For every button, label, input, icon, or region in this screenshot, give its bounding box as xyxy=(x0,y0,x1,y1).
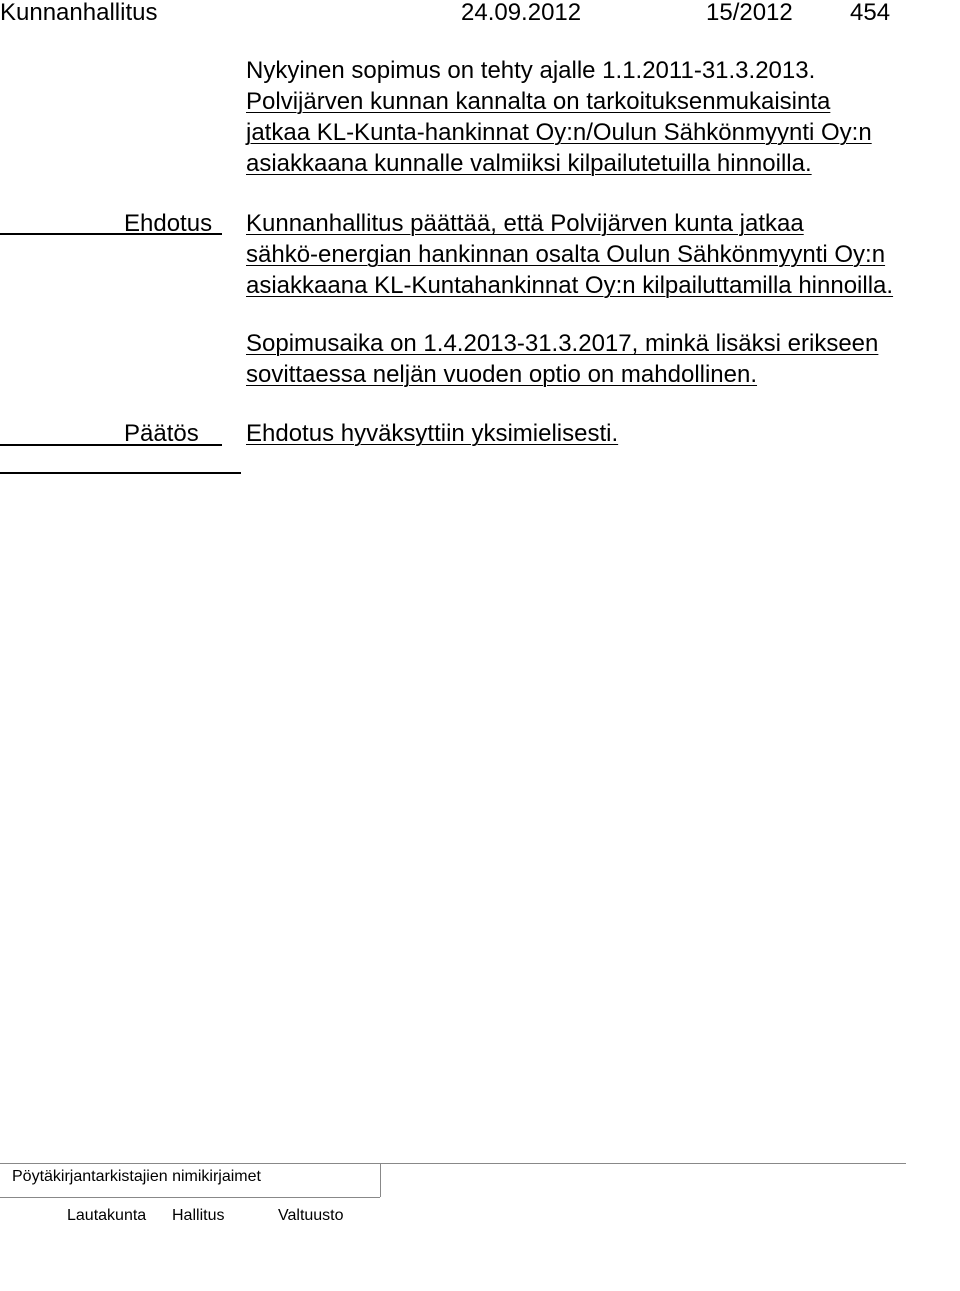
background-line: Polvijärven kunnan kannalta on tarkoituksenmukaisinta xyxy=(246,88,831,115)
background-line: asiakkaana kunnalle valmiiksi kilpailutetuilla hinnoilla. xyxy=(246,150,812,177)
footer-column-council: Valtuusto xyxy=(278,1207,344,1224)
footer-title: Pöytäkirjantarkistajien nimikirjaimet xyxy=(12,1168,261,1185)
background-line: jatkaa KL-Kunta-hankinnat Oy:n/Oulun Sähkönmyynti Oy:n xyxy=(246,119,872,146)
footer-middle-rule xyxy=(0,1197,380,1198)
header-date: 24.09.2012 xyxy=(461,0,582,26)
signature-footer xyxy=(0,1163,960,1291)
proposal-line: Kunnanhallitus päättää, että Polvijärven kunta jatkaa xyxy=(246,210,804,237)
proposal-line: sovittaessa neljän vuoden optio on mahdollinen. xyxy=(246,361,758,388)
decision-text: Ehdotus hyväksyttiin yksimielisesti. xyxy=(246,420,619,447)
header-section: 15/2012 xyxy=(706,0,793,26)
footer-top-rule xyxy=(0,1163,906,1164)
proposal-line: Sopimusaika on 1.4.2013-31.3.2017, minkä lisäksi erikseen xyxy=(246,330,879,357)
proposal-line: sähkö-energian hankinnan osalta Oulun Sähkönmyynti Oy:n xyxy=(246,241,886,268)
footer-column-executive: Hallitus xyxy=(172,1207,225,1224)
footer-column-board: Lautakunta xyxy=(67,1207,147,1224)
decision-label: Päätös xyxy=(124,420,199,447)
header-page-number: 454 xyxy=(850,0,891,26)
background-line: Nykyinen sopimus on tehty ajalle 1.1.2011-31.3.2013. xyxy=(246,57,816,84)
footer-divider xyxy=(380,1163,381,1197)
header-body: Kunnanhallitus xyxy=(0,0,158,26)
proposal-label: Ehdotus xyxy=(124,210,213,237)
proposal-line: asiakkaana KL-Kuntahankinnat Oy:n kilpailuttamilla hinnoilla. xyxy=(246,272,894,299)
section-end-rule xyxy=(0,472,241,474)
